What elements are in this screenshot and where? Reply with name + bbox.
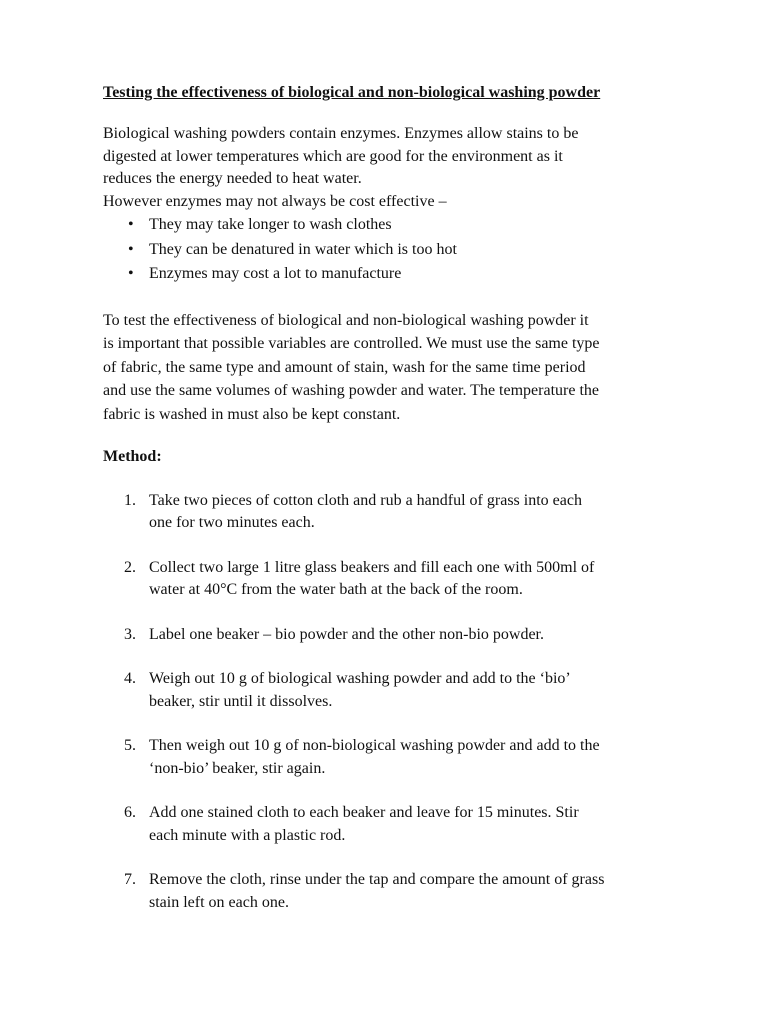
controls-line: fabric is washed in must also be kept constant. [103,405,401,423]
method-step [103,624,668,647]
method-heading: Method: [103,448,162,465]
disadvantages-list [103,213,668,287]
method-step [103,668,668,713]
step-line: Collect two large 1 litre glass beakers and fill each one with 500ml of [149,558,595,576]
intro-line: Biological washing powders contain enzymes. Enzymes allow stains to be [103,125,579,142]
controls-line: is important that possible variables are controlled. We must use the same type [103,335,600,352]
intro-paragraph [103,123,668,213]
method-step [103,802,668,847]
controls-line: To test the effectiveness of biological and non-biological washing powder it [103,311,589,329]
step-number: 3. [124,625,136,643]
method-steps [103,490,668,915]
controls-line: of fabric, the same type and amount of stain, wash for the same time period [103,358,586,376]
list-item [103,213,668,238]
step-line: Remove the cloth, rinse under the tap and compare the amount of grass [149,871,605,888]
step-number: 7. [124,871,136,888]
method-step [103,735,668,780]
step-line: Take two pieces of cotton cloth and rub a handful of grass into each [149,491,582,509]
list-item [103,238,668,263]
step-number: 6. [124,804,136,821]
controls-line: and use the same volumes of washing powder and water. The temperature the [103,382,599,399]
step-line: each minute with a plastic rod. [149,826,346,844]
intro-line: digested at lower temperatures which are good for the environment as it [103,147,563,165]
step-line: Then weigh out 10 g of non-biological washing powder and add to the [149,737,600,754]
document-title: Testing the effectiveness of biological and non-biological washing powder [103,84,601,101]
bullet-icon: • [128,240,134,258]
method-step [103,557,668,602]
list-item-text: They may take longer to wash clothes [149,216,392,233]
list-item-text: They can be denatured in water which is too hot [149,240,457,258]
intro-line: reduces the energy needed to heat water. [103,170,362,187]
list-item-text: Enzymes may cost a lot to manufacture [149,265,402,282]
step-line: ‘non-bio’ beaker, stir again. [149,759,326,777]
controls-paragraph [103,309,668,427]
step-line: Label one beaker – bio powder and the other non-bio powder. [149,625,544,643]
method-step [103,869,668,914]
step-line: Weigh out 10 g of biological washing powder and add to the ‘bio’ [149,670,571,687]
step-line: Add one stained cloth to each beaker and leave for 15 minutes. Stir [149,804,579,821]
method-step [103,490,668,535]
bullet-icon: • [128,216,134,233]
step-number: 4. [124,670,136,687]
step-number: 1. [124,491,136,509]
step-line: water at 40°C from the water bath at the back of the room. [149,581,523,598]
step-line: beaker, stir until it dissolves. [149,692,333,710]
bullet-icon: • [128,265,134,282]
step-number: 2. [124,558,136,576]
intro-line: However enzymes may not always be cost effective – [103,192,447,210]
step-number: 5. [124,737,136,754]
step-line: one for two minutes each. [149,514,315,531]
spacer [103,287,668,309]
step-line: stain left on each one. [149,893,289,911]
list-item [103,262,668,287]
